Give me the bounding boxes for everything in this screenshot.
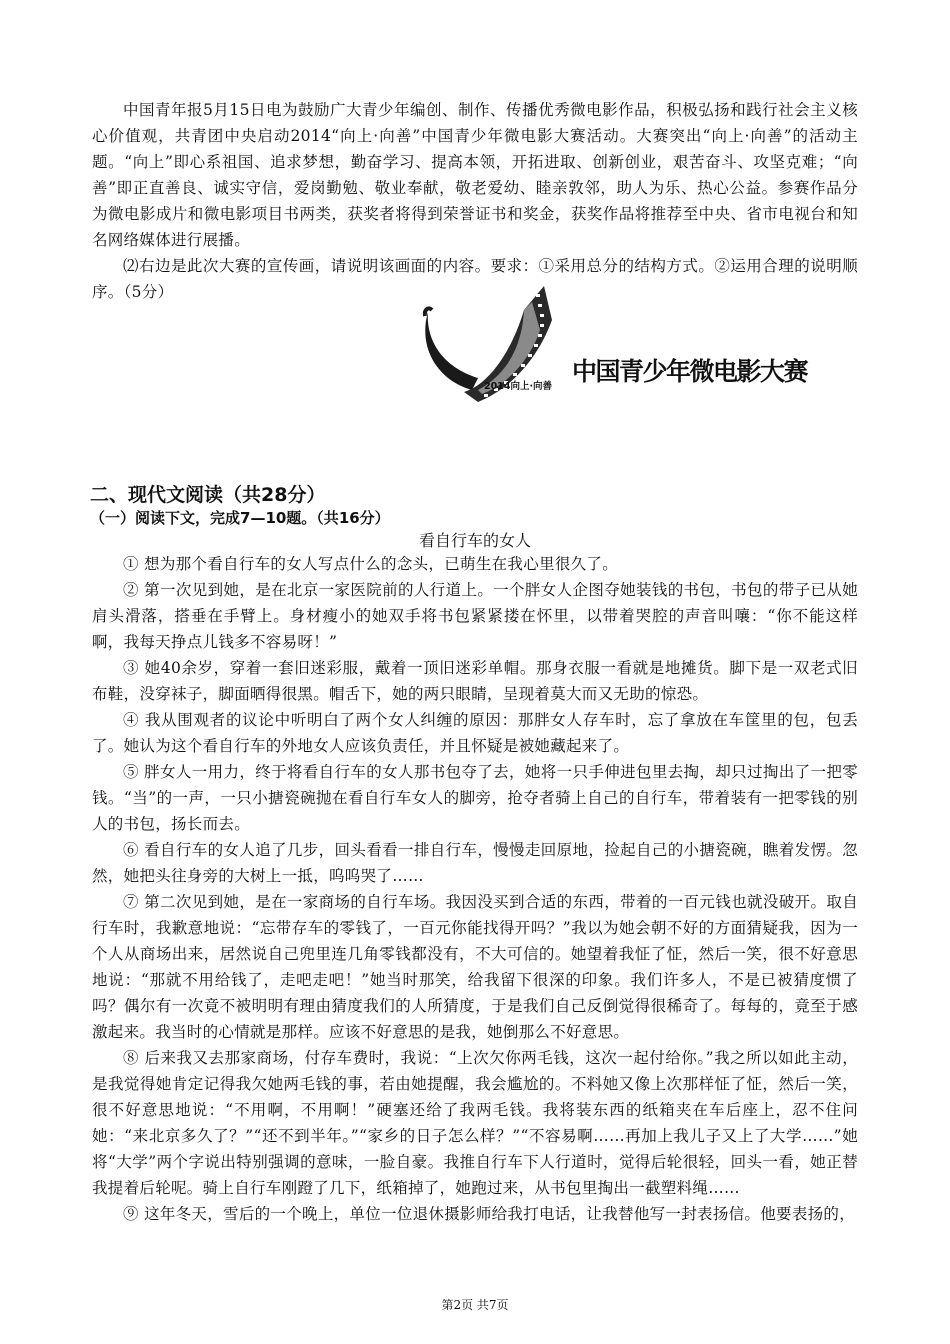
article-paragraph: ③ 她40余岁，穿着一套旧迷彩服，戴着一顶旧迷彩单帽。那身衣服一看就是地摊货。脚下是一双老式旧布鞋，没穿袜子，脚面晒得很黑。帽舌下，她的两只眼睛，呈现着莫大而又无助的惊恐。 — [92, 659, 858, 703]
poster-subtitle: 2014向上·向善 — [484, 381, 553, 392]
article-paragraph: ① 想为那个看自行车的女人写点什么的念头，已萌生在我心里很久了。 — [123, 555, 619, 573]
question-text: ⑵右边是此次大赛的宣传画，请说明该画面的内容。要求：①采用总分的结构方式。②运用合理的说明顺序。（5分） — [92, 257, 858, 301]
article-paragraph: ⑨ 这年冬天，雪后的一个晚上，单位一位退休摄影师给我打电话，让我替他写一封表扬信。他要表扬的， — [123, 1205, 856, 1223]
poster-title: 中国青少年微电影大赛 — [572, 357, 808, 386]
page-footer: 第2页 共7页 — [441, 1298, 509, 1312]
article-paragraph: ② 第一次见到她，是在北京一家医院前的人行道上。一个胖女人企图夺她装钱的书包，书包的带子已从她肩头滑落，搭垂在手臂上。身材瘦小的她双手将书包紧紧搂在怀里，以带着哭腔的声音叫嚷：“你不能这样啊，我每天挣点儿钱多不容易呀！” — [92, 581, 858, 651]
intro-paragraph: 中国青年报5月15日电为鼓励广大青少年编创、制作、传播优秀微电影作品，积极弘扬和践行社会主义核心价值观，共青团中央启动2014“向上·向善”中国青少年微电影大赛活动。大赛突出“向上·向善”的活动主题。“向上”即心系祖国、追求梦想，勤奋学习、提高本领，开拓进取、创新创业，艰苦奋斗、攻坚克难；“向善”即正直善良、诚实守信，爱岗勤勉、敬业奉献，敬老爱幼、睦亲敦邻，助人为乐、热心公益。参赛作品分为微电影成片和微电影项目书两类，获奖者将得到荣誉证书和奖金，获奖作品将推荐至中央、省市电视台和知名网络媒体进行展播。 — [92, 101, 858, 249]
article-paragraph: ⑦ 第二次见到她，是在一家商场的自行车场。我因没买到合适的东西，带着的一百元钱也就没破开。取自行车时，我歉意地说：“忘带存车的零钱了，一百元你能找得开吗？”我以为她会朝不好的方面猜疑我，因为一个人从商场出来，居然说自己兜里连几角零钱都没有，不大可信的。她望着我怔了怔，然后一笑，很不好意思地说：“那就不用给钱了，走吧走吧！”她当时那笑，给我留下很深的印象。我们许多人，不是已被猜度惯了吗？偶尔有一次竟不被明明有理由猜度我们的人所猜度，于是我们自己反倒觉得很稀奇了。每每的，竟至于感激起来。我当时的心情就是那样。应该不好意思的是我，她倒那么不好意思。 — [92, 893, 858, 1041]
section-heading: 二、现代文阅读（共28分） — [90, 484, 326, 506]
article-paragraph: ⑥ 看自行车的女人追了几步，回头看看一排自行车，慢慢走回原地，捡起自己的小搪瓷碗，瞧着发愣。忽然，她把头往身旁的大树上一抵，呜呜哭了…… — [92, 841, 858, 885]
article-paragraph: ⑤ 胖女人一用力，终于将看自行车的女人那书包夺了去，她将一只手伸进包里去掏，却只过掏出了一把零钱。“当”的一声，一只小搪瓷碗抛在看自行车女人的脚旁，抢夺者骑上自己的自行车，带着装有一把零钱的别人的书包，扬长而去。 — [92, 763, 858, 833]
article-paragraph: ④ 我从围观者的议论中听明白了两个女人纠缠的原因：那胖女人存车时，忘了拿放在车筐里的包，包丢了。她认为这个看自行车的外地女人应该负责任，并且怀疑是被她藏起来了。 — [92, 711, 858, 755]
subsection-heading: （一）阅读下文，完成7—10题。（共16分） — [90, 509, 390, 527]
article-title: 看自行车的女人 — [418, 531, 531, 550]
contest-poster — [420, 280, 808, 405]
article-paragraph: ⑧ 后来我又去那家商场，付存车费时，我说：“上次欠你两毛钱，这次一起付给你。”我之所以如此主动，是我觉得她肯定记得我欠她两毛钱的事，若由她提醒，我会尴尬的。不料她又像上次那样怔了怔，然后一笑，很不好意思地说：“不用啊，不用啊！”硬塞还给了我两毛钱。我将装东西的纸箱夹在车后座上，忍不住问她：“来北京多久了？”“还不到半年。”“家乡的日子怎么样？”“不容易啊……再加上我儿子又上了大学……”她将“大学”两个字说出特别强调的意味，一脸自豪。我推自行车下人行道时，觉得后轮很轻，回头一看，她正替我提着后轮呢。骑上自行车刚蹬了几下，纸箱掉了，她跑过来，从书包里掏出一截塑料绳…… — [92, 1049, 858, 1197]
